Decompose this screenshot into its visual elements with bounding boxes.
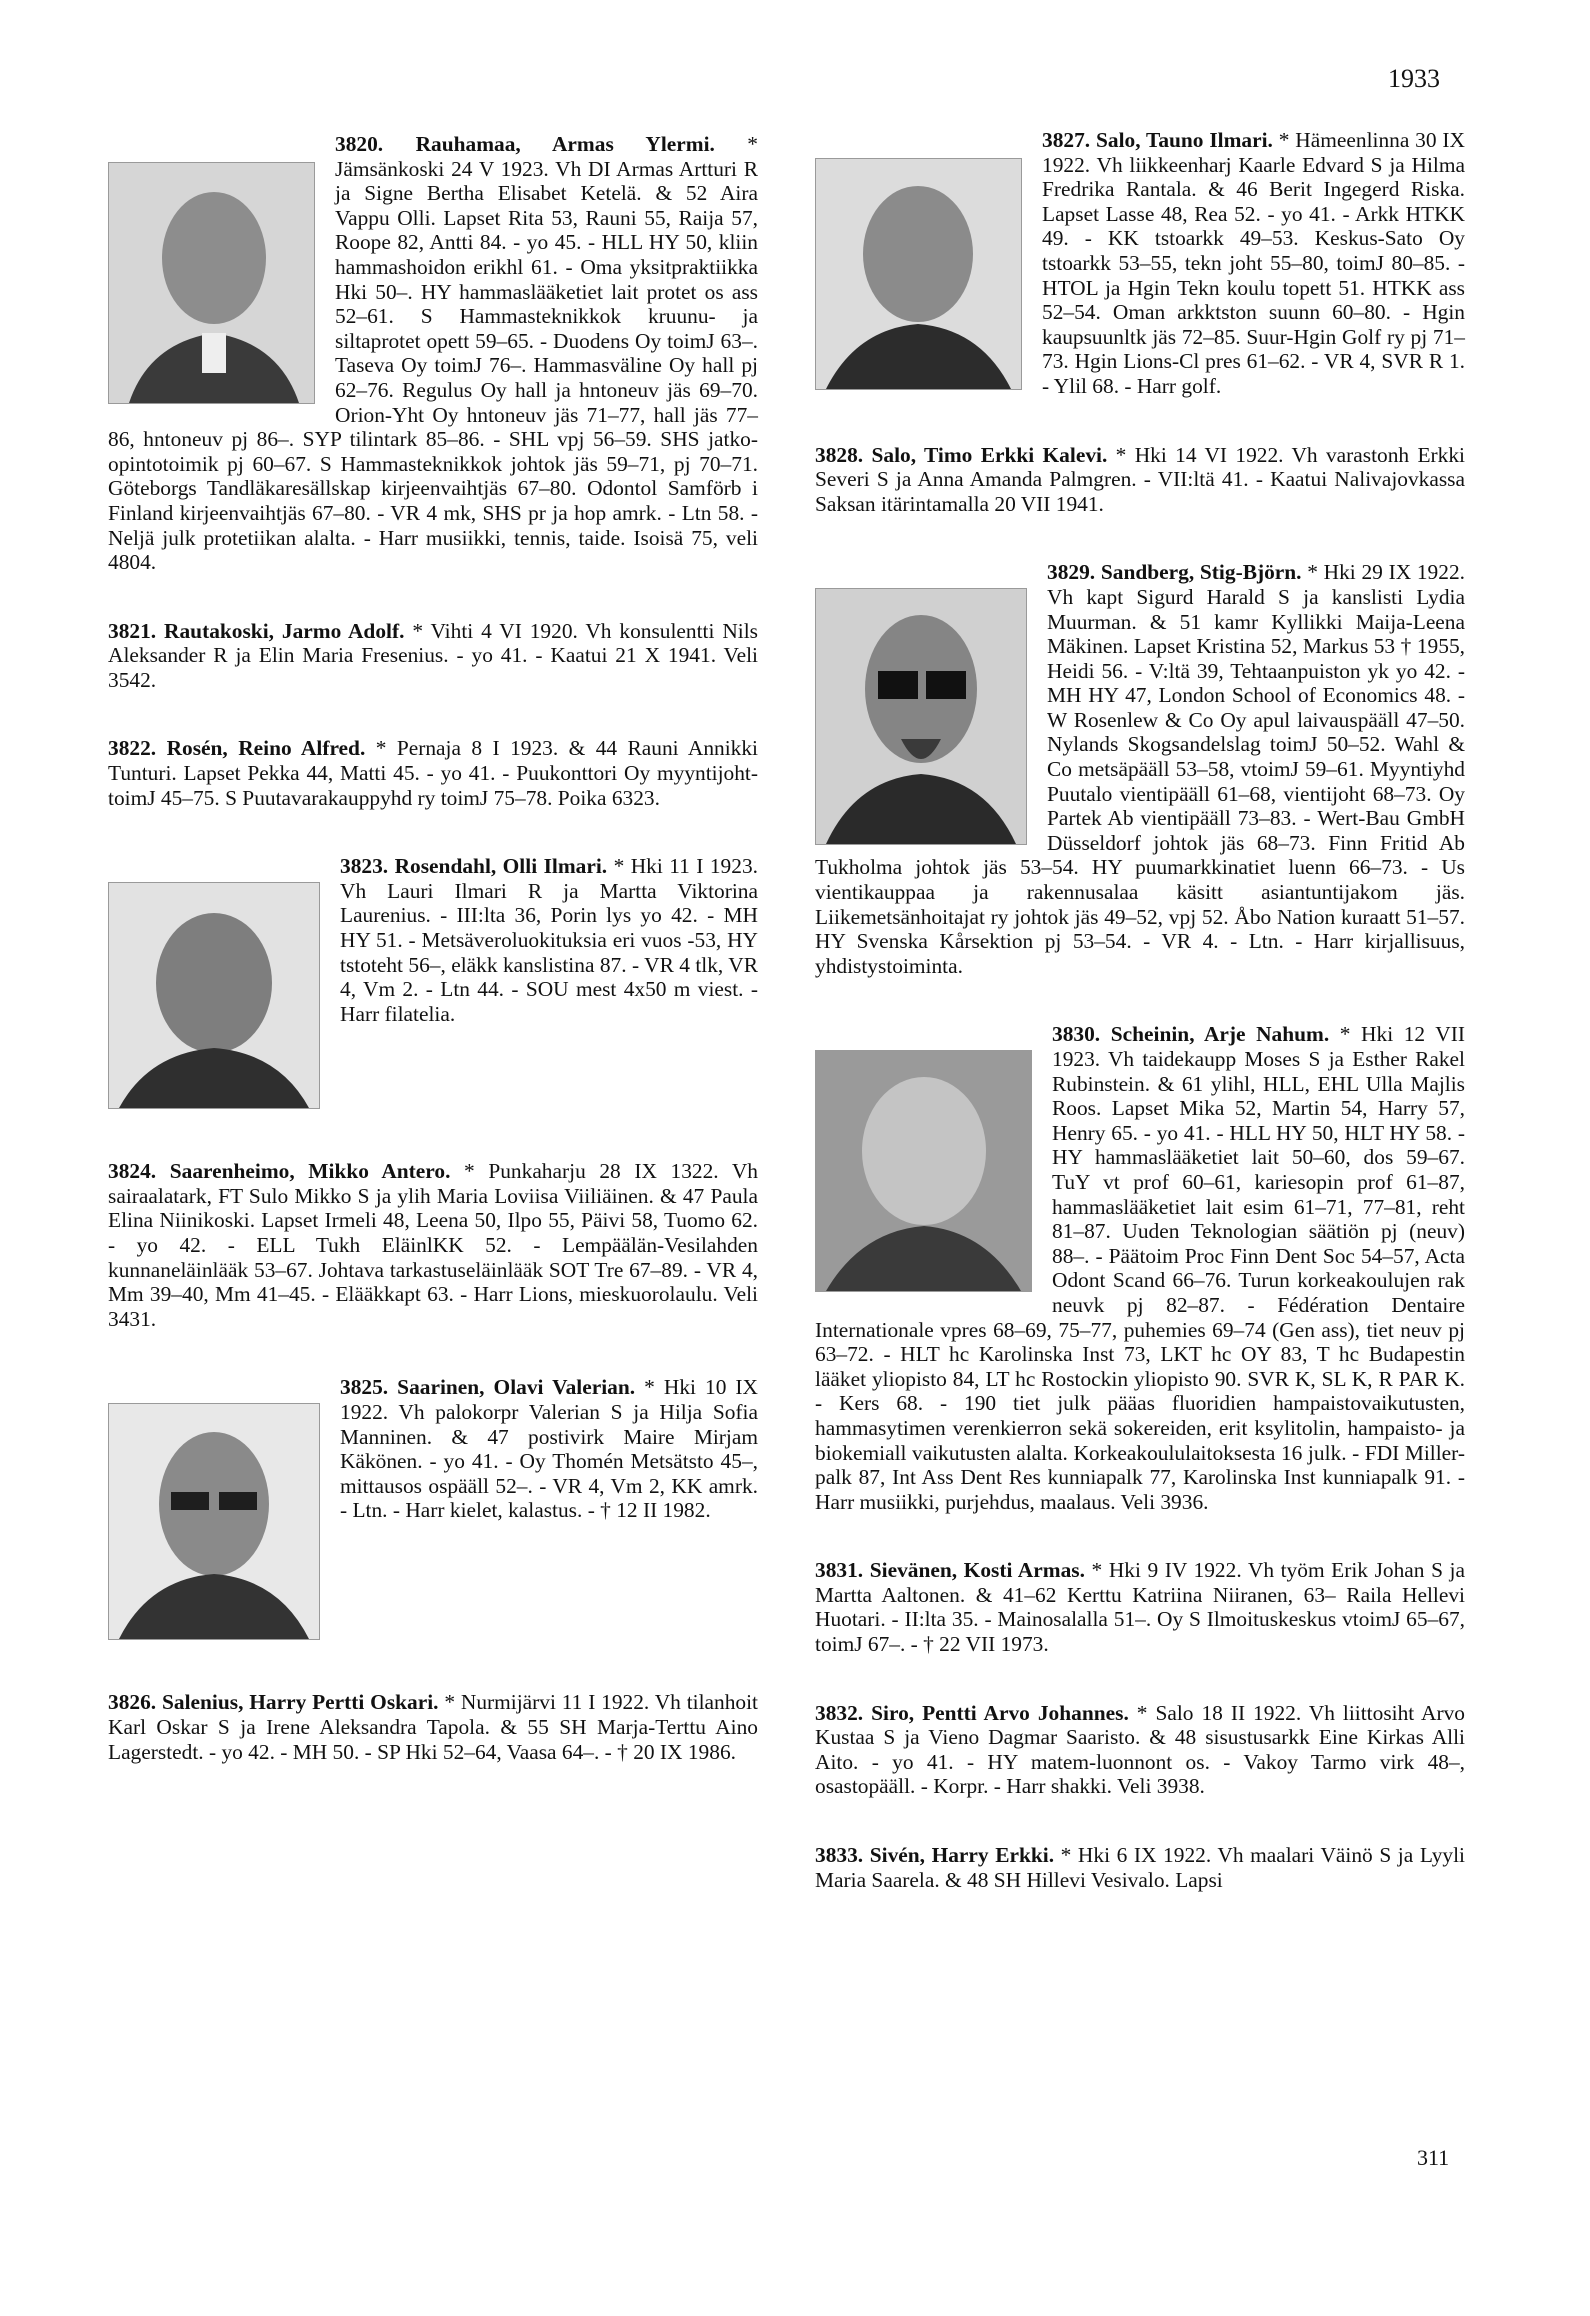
portrait-photo [815,158,1022,390]
portrait-photo [108,882,320,1109]
entry-3831 [815,1558,1465,1656]
entry-text: * Hki 9 IV 1922. Vh työm Erik Johan S ja Martta Aaltonen. & 41–62 Kerttu Katriina Niiranen, 63– Raila Hellevi Huotari. - II:lta 35. - Mainosalalla 51–. Oy S Ilmoituskeskus vtoimJ 65–67, toimJ 67–. - † 22 VII 1973. [815,1558,1465,1657]
entry-name: Rautakoski, Jarmo Adolf. [164,618,405,643]
entry-number: 3829. [1047,560,1096,585]
entry-3833 [815,1843,1465,1892]
entry-text: * Hki 10 IX 1922. Vh palokorpr Valerian S ja Hilja Sofia Manninen. & 47 postivirk Maire Mirjam Käkönen. - yo 41. - Oy Thomén Metsätsto 45–, mittausos ospääll 52–. - VR 4, Vm 2, KK amrk. - Ltn. - Harr kielet, kalastus. - † 12 II 1982. [340,1375,758,1523]
entry-text: * Hki 29 IX 1922. Vh kapt Sigurd Harald S ja kanslisti Lydia Muurman. & 51 kamr Kyllikki Maija-Leena Mäkinen. Lapset Kristina 52, Markus 53 † 1955, Heidi 56. - V:ltä 39, Tehtaanpuiston yk yo 42. - MH HY 47, London School of Economics 48. - W Rosenlew & Co Oy apul laivauspääll 47–50. Nylands Skogsandelslag toimJ 50–52. Wahl & Co metsäpääll 53–58, vtoimJ 59–61. Myyntiyhd Puutalo vientipääll 61–68, vientijoht 68–73. Oy Partek Ab vientipääll 73–83. - Wert-Bau GmbH Düsseldorf johtok jäs 68–73. Finn Fritid Ab Tukholma johtok jäs 53–54. HY puumarkkinatiet luenn 66–73. - Us vientikauppaa ja rakennusalaa käsitt asiantuntijakom jäs. Liikemetsänhoitajat ry johtok jäs 49–52, vpj 52. Åbo Nation kuraatt 51–57. HY Svenska Kårsektion pj 53–54. - VR 4. - Ltn. - Harr kirjallisuus, yhdistystoiminta. [815,560,1465,978]
entry-number: 3830. [1052,1022,1101,1047]
entry-number: 3820. [335,132,384,156]
entry-text: * Punkaharju 28 IX 1322. Vh sairaalatark, FT Sulo Mikko S ja ylih Maria Loviisa Viiliäinen. & 47 Paula Elina Niinikoski. Lapset Irmeli 48, Leena 50, Ilpo 55, Päivi 58, Tuomo 62. - yo 42. - ELL Tukh EläinlKK 52. - Lempäälän-Vesilahden kunnaneläinlääk 53–67. Johtava tarkastuseläinlääk SOT Tre 67–89. - VR 4, Mm 39–40, Mm 41–45. - Elääkkapt 63. - Harr Lions, mieskuorolaulu. Veli 3431. [108,1159,758,1331]
entry-text: * Hämeenlinna 30 IX 1922. Vh liikkeenharj Kaarle Edvard S ja Hilma Fredrika Rantala. & 46 Berit Ingegerd Riska. Lapset Lasse 48, Rea 52. - yo 41. - Arkk HTKK 49. - KK tstoarkk 49–53. Keskus-Sato Oy tstoarkk 53–55, tekn joht 55–80, toimJ 80–85. - HTOL ja Hgin Tekn koulu topett 51. HTKK ass 52–54. Oman arkktston suunn 60–80. - Hgin kaupsuunltk jäs 72–85. Suur-Hgin Golf ry pj 71–73. Hgin Lions-Cl pres 61–62. - VR 4, SVR R 1. - Ylil 68. - Harr golf. [1042,128,1465,398]
entry-3828 [815,443,1465,517]
entry-name: Salo, Timo Erkki Kalevi. [871,442,1108,467]
portrait-photo [108,1403,320,1640]
entry-3830 [815,1022,1465,1514]
page-number-bottom: 311 [1417,2145,1450,2170]
entry-text: * Hki 12 VII 1923. Vh taidekaupp Moses S ja Esther Rakel Rubinstein. & 61 ylihl, HLL, EHL Ulla Majlis Roos. Lapset Mika 52, Martin 54, Harry 57, Henry 65. - yo 41. - HLL HY 50, HLT HY 58. - HY hammaslääketiet lait 50–60, dos 59–67. TuY vt prof 60–61, kariesopin prof 61–87, hammaslääketiet lait esim 61–71, 77–81, reht 81–87. Uuden Teknologian säätiön pj (neuv) 88–. - Päätoim Proc Finn Dent Soc 54–57, Acta Odont Scand 66–76. Turun korkeakoulujen rak neuvk pj 82–87. - Fédération Dentaire Internationale vpres 68–69, 75–77, puhemies 69–74 (Gen ass), tiet neuv pj 63–72. - HLT hc Karolinska Inst 73, LKT hc OY 83, T hc Budapestin lääket yliopisto 84, LT hc Rostockin yliopisto 90. SVR K, SL K, R PAR K. - Kers 68. - 190 tiet julk pääas fluoridien hampaistovaikutusten, hammasytimen verenkierron sekä sokereiden, erit ksylitolin, hampaisto- ja biokemiall vaikutusten alalta. Korkeakoululaitoksesta 16 julk. - FDI Miller-palk 87, Int Ass Dent Res kunniapalk 77, Karolinska Inst kunniapalk 91. - Harr musiikki, purjehdus, maalaus. Veli 3936. [815,1022,1465,1514]
entry-number: 3825. [340,1375,389,1400]
entry-3824 [108,1159,758,1331]
left-column [108,132,758,1764]
entry-number: 3832. [815,1700,864,1725]
entry-text: * Nurmijärvi 11 I 1922. Vh tilanhoit Karl Oskar S ja Irene Aleksandra Tapola. & 55 SH Marja-Terttu Aino Lagerstedt. - yo 42. - MH 50. - SP Hki 52–64, Vaasa 64–. - † 20 IX 1986. [108,1690,758,1764]
entry-3829 [815,560,1465,978]
entry-text: * Hki 11 I 1923. Vh Lauri Ilmari R ja Martta Viktorina Laurenius. - III:lta 36, Porin lys yo 42. - MH HY 51. - Metsäveroluokituksia eri vuos -53, HY tstoteht 56–, eläkk kanslistina 87. - VR 4 tlk, VR 4, Vm 2. - Ltn 44. - SOU mest 4x50 m viest. - Harr filatelia. [340,854,758,1026]
entry-name: Rauhamaa, Armas Ylermi. [415,132,715,156]
page-number-top: 1933 [1388,64,1440,93]
entry-name: Saarinen, Olavi Valerian. [397,1375,636,1400]
entry-text: * Jämsänkoski 24 V 1923. Vh DI Armas Artturi R ja Signe Bertha Elisabet Ketelä. & 52 Aira Vappu Olli. Lapset Rita 53, Rauni 55, Raija 57, Roope 82, Antti 84. - yo 45. - HLL HY 50, kliin hammashoidon erikhl 61. - Oma yksitpraktiikka Hki 50–. HY hammaslääketiet lait protet os ass 52–61. S Hammasteknikkok kruunu- ja siltaprotet opett 59–65. - Duodens Oy toimJ 63–. Taseva Oy toimJ 76–. Hammasväline Oy hall pj 62–76. Regulus Oy hall ja hntoneuv jäs 69–70. Orion-Yht Oy hntoneuv jäs 71–77, hall jäs 77–86, hntoneuv pj 86–. SYP tilintark 85–86. - SHL vpj 56–59. SHS jatko-opintotoimik pj 60–67. S Hammasteknikkok johtok jäs 59–71, pj 70–71. Göteborgs Tandläkaresällskap kirjeenvaihtjäs 67–80. Odontol Samförb i Finland kirjeenvaihtjäs 67–80. - VR 4 mk, SHS pr ja hop amrk. - Ltn 58. - Neljä julk protetiikan alalta. - Harr musiikki, tennis, taide. Isoisä 75, veli 4804. [108,132,758,575]
entry-name: Sivén, Harry Erkki. [869,1843,1055,1868]
entry-text: * Hki 6 IX 1922. Vh maalari Väinö S ja Lyyli Maria Saarela. & 48 SH Hillevi Vesivalo. Lapsi [815,1843,1465,1892]
entry-name: Rosén, Reino Alfred. [166,736,366,761]
entry-name: Siro, Pentti Arvo Johannes. [871,1700,1129,1725]
entry-3821 [108,619,758,693]
portrait-photo [815,588,1027,845]
entry-text: * Vihti 4 VI 1920. Vh konsulentti Nils Aleksander R ja Elin Maria Fresenius. - yo 41. - Kaatui 21 X 1941. Veli 3542. [108,618,758,692]
entry-name: Saarenheimo, Mikko Antero. [169,1159,451,1184]
portrait-photo [815,1050,1032,1292]
entry-number: 3824. [108,1159,157,1184]
entry-number: 3827. [1042,128,1091,152]
entry-text: * Hki 14 VI 1922. Vh varastonh Erkki Severi S ja Anna Amanda Palmgren. - VII:ltä 41. - Kaatui Nalivajovkassa Saksan itärintamalla 20 VII 1941. [815,442,1465,516]
entry-number: 3828. [815,442,864,467]
entry-3825 [108,1375,758,1523]
entry-name: Salo, Tauno Ilmari. [1095,128,1273,152]
entry-3827 [815,128,1465,399]
entry-text: * Salo 18 II 1922. Vh liittosiht Arvo Kustaa S ja Vieno Dagmar Saaristo. & 48 sisustusarkk Eine Kirkas Alli Aito. - yo 41. - HY matem-luonnont os. - Vakoy Tarmo virk 48–, osastopääll. - Korpr. - Harr shakki. Veli 3938. [815,1700,1465,1799]
entry-number: 3823. [340,854,389,879]
entry-3822 [108,736,758,810]
entry-name: Sandberg, Stig-Björn. [1100,560,1302,585]
right-column [815,128,1465,1892]
entry-name: Rosendahl, Olli Ilmari. [394,854,608,879]
entry-text: * Pernaja 8 I 1923. & 44 Rauni Annikki Tunturi. Lapset Pekka 44, Matti 45. - yo 41. - Puukonttori Oy myyntijoht-toimJ 45–75. S Puutavarakauppyhd ry toimJ 75–78. Poika 6323. [108,736,758,810]
entry-name: Salenius, Harry Pertti Oskari. [161,1690,439,1715]
entry-number: 3822. [108,736,157,761]
entry-name: Scheinin, Arje Nahum. [1110,1022,1330,1047]
portrait-photo [108,162,315,404]
entry-number: 3821. [108,618,157,643]
entry-3823 [108,854,758,1026]
entry-3832 [815,1701,1465,1799]
entry-3826 [108,1690,758,1764]
entry-3820 [108,132,758,575]
entry-number: 3833. [815,1843,864,1868]
entry-name: Sievänen, Kosti Armas. [869,1558,1085,1583]
entry-number: 3831. [815,1558,864,1583]
entry-number: 3826. [108,1690,157,1715]
